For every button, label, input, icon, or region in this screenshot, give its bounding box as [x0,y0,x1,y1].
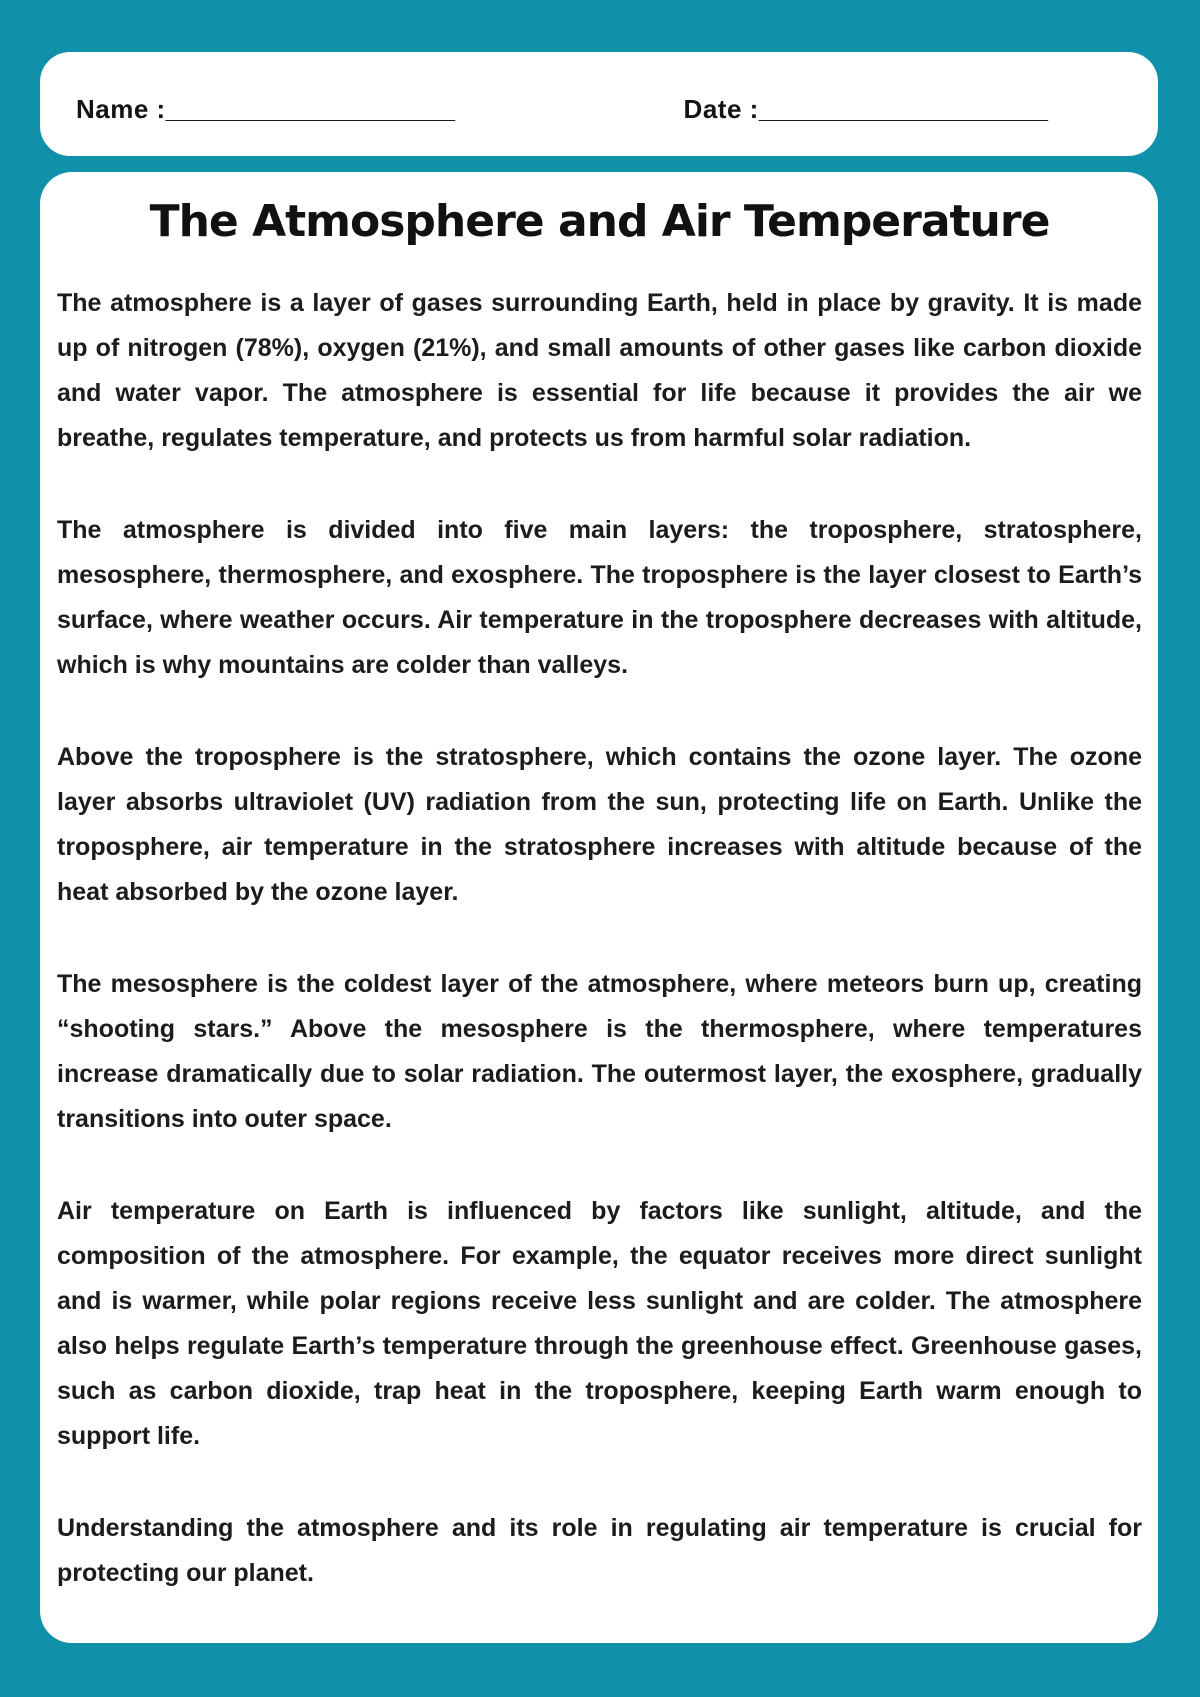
paragraph-5: Air temperature on Earth is influenced by factors like sunlight, altitude, and the composition of the atmosphere. For example, the equator receives more direct sunlight and is warmer, while polar regions receive less sunlight and are colder. The atmosphere also helps regulate Earth’s temperature through the greenhouse effect. Greenhouse gases, such as carbon dioxide, trap heat in the troposphere, keeping Earth warm enough to support life. [57,1197,1142,1450]
name-date-header-box [40,52,1158,156]
date-blank-line: ____________________ [758,93,1048,124]
paragraph-4: The mesosphere is the coldest layer of the atmosphere, where meteors burn up, creating “shooting stars.” Above the mesosphere is the thermosphere, where temperatures increase dramatically due to solar radiation. The outermost layer, the exosphere, gradually transitions into outer space. [57,970,1142,1133]
name-blank-line: ____________________ [165,93,455,124]
page-title: The Atmosphere and Air Temperature [149,196,1050,247]
date-label: Date : [683,93,759,124]
reading-passage-box [40,172,1158,1643]
date-field [684,94,1048,125]
paragraph-6: Understanding the atmosphere and its role in regulating air temperature is crucial for protecting our planet. [57,1514,1142,1587]
paragraph-3: Above the troposphere is the stratosphere, which contains the ozone layer. The ozone layer absorbs ultraviolet (UV) radiation from the sun, protecting life on Earth. Unlike the troposphere, air temperature in the stratosphere increases with altitude because of the heat absorbed by the ozone layer. [57,743,1142,906]
passage-body [57,281,1142,1596]
name-label: Name : [76,93,166,124]
paragraph-2: The atmosphere is divided into five main layers: the troposphere, stratosphere, mesosphere, thermosphere, and exosphere. The troposphere is the layer closest to Earth’s surface, where weather occurs. Air temperature in the troposphere decreases with altitude, which is why mountains are colder than valleys. [57,516,1142,679]
paragraph-1: The atmosphere is a layer of gases surrounding Earth, held in place by gravity. It is made up of nitrogen (78%), oxygen (21%), and small amounts of other gases like carbon dioxide and water vapor. The atmosphere is essential for life because it provides the air we breathe, regulates temperature, and protects us from harmful solar radiation. [57,289,1142,452]
name-field [76,94,455,125]
